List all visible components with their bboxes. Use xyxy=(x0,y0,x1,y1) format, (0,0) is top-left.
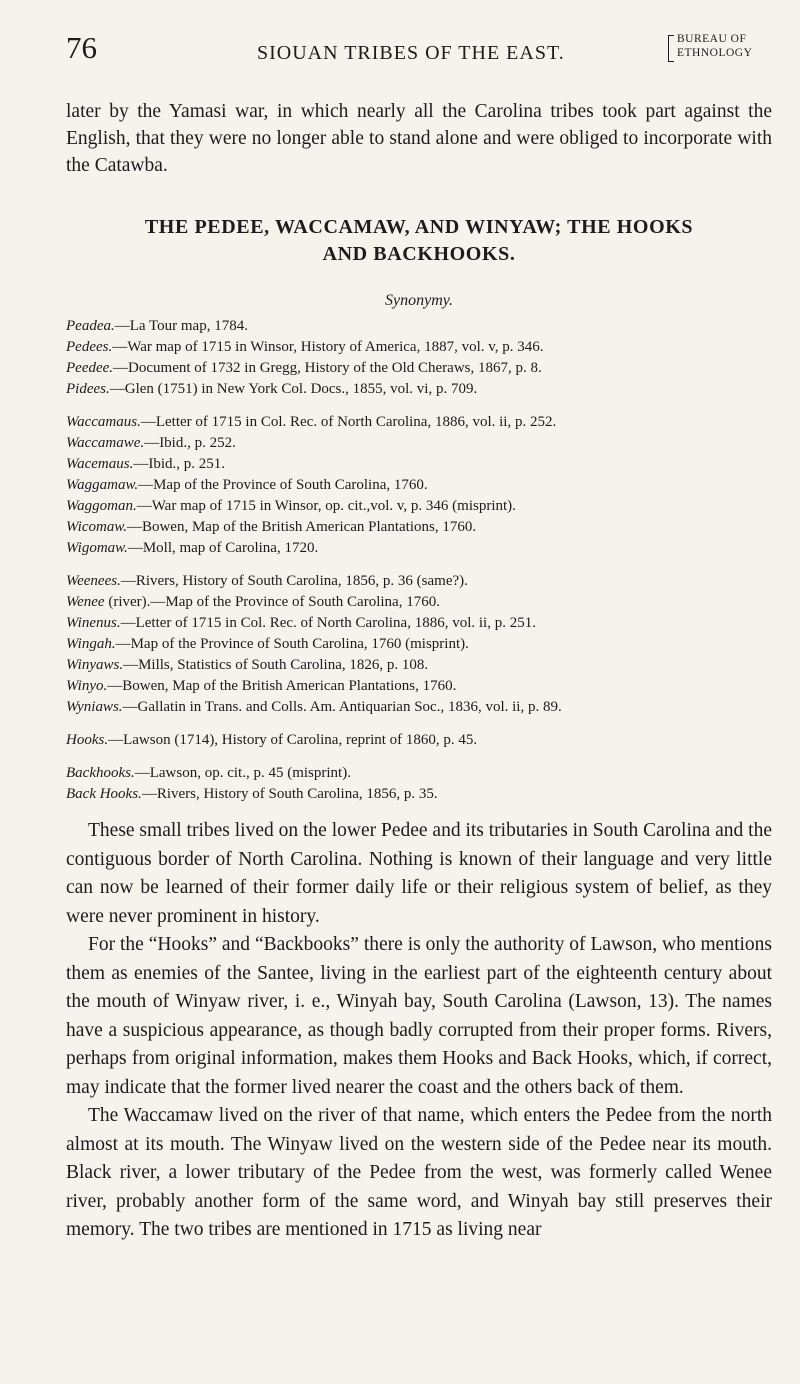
synonym-citation: —La Tour map, 1784. xyxy=(114,318,248,334)
running-title: SIOUAN TRIBES OF THE EAST. xyxy=(257,42,565,64)
section-heading-line-2: AND BACKHOOKS. xyxy=(322,243,516,265)
synonym-citation: —Bowen, Map of the British American Plantations, 1760. xyxy=(107,678,457,694)
synonym-name: Hooks. xyxy=(66,732,109,748)
page-header xyxy=(66,28,772,72)
page-number: 76 xyxy=(66,30,97,65)
synonym-citation: —Rivers, History of South Carolina, 1856, p. 35. xyxy=(141,786,438,802)
synonymy-entry xyxy=(66,784,772,805)
intro-paragraph: later by the Yamasi war, in which nearly all the Carolina tribes took part against the English, that they were no longer able to stand alone and were obliged to incorporate with the Catawba. xyxy=(66,101,772,176)
bracket-line-2: ETHNOLOGY xyxy=(677,47,753,59)
synonym-name: Backhooks. xyxy=(66,765,135,781)
synonym-name: Waggoman. xyxy=(66,498,137,514)
synonym-name: Pedees. xyxy=(66,339,113,355)
synonymy-group xyxy=(66,412,772,559)
synonymy-entry xyxy=(66,538,772,559)
synonymy-group xyxy=(66,730,772,751)
synonymy-entry xyxy=(66,655,772,676)
synonym-citation: —Bowen, Map of the British American Plantations, 1760. xyxy=(126,519,477,535)
synonymy-entry xyxy=(66,358,772,379)
synonymy-entry xyxy=(66,613,772,634)
synonym-name: Pidees. xyxy=(66,381,110,397)
synonymy-entry xyxy=(66,676,772,697)
synonym-citation: —Ibid., p. 252. xyxy=(144,435,236,451)
synonym-citation: —Lawson, op. cit., p. 45 (misprint). xyxy=(134,765,351,781)
synonymy-entry xyxy=(66,571,772,592)
synonym-citation: —Map of the Province of South Carolina, 1760. xyxy=(138,477,428,493)
synonymy-entry xyxy=(66,763,772,784)
synonymy-entry xyxy=(66,496,772,517)
synonymy-group xyxy=(66,316,772,400)
synonymy-entry xyxy=(66,379,772,400)
bracket-line-1: BUREAU OF xyxy=(677,33,747,45)
section-heading xyxy=(66,214,772,268)
synonym-citation: —Moll, map of Carolina, 1720. xyxy=(127,540,319,556)
synonym-name: Winyaws. xyxy=(66,657,124,673)
synonym-citation: (river).—Map of the Province of South Carolina, 1760. xyxy=(104,594,440,610)
synonym-citation: —Rivers, History of South Carolina, 1856, p. 36 (same?). xyxy=(120,573,468,589)
synonym-citation: —Lawson (1714), History of Carolina, reprint of 1860, p. 45. xyxy=(108,732,478,748)
synonym-name: Wyniaws. xyxy=(66,699,123,715)
body-text xyxy=(66,817,772,1245)
section-heading-line-1: THE PEDEE, WACCAMAW, AND WINYAW; THE HOOKS xyxy=(144,216,694,238)
synonymy-entry xyxy=(66,730,772,751)
synonymy-entry xyxy=(66,517,772,538)
synonym-name: Waccamaus. xyxy=(66,414,141,430)
synonym-citation: —Mills, Statistics of South Carolina, 1826, p. 108. xyxy=(123,657,429,673)
synonymy-list xyxy=(66,316,772,805)
synonymy-entry xyxy=(66,592,772,613)
synonym-name: Peedee. xyxy=(66,360,114,376)
body-paragraph: The Waccamaw lived on the river of that name, which enters the Pedee from the north almost at its mouth. The Winyaw lived on the western side of the Pedee near its mouth. Black river, a lower tributary of the Pedee from the west, was formerly called Wenee river, probably another form of the same word, and Winyah bay still preserves their memory. The two tribes are mentioned in 1715 as living near xyxy=(66,1105,772,1240)
synonymy-entry xyxy=(66,697,772,718)
synonymy-entry xyxy=(66,475,772,496)
synonym-name: Peadea. xyxy=(66,318,115,334)
synonym-name: Wacemaus. xyxy=(66,456,134,472)
synonym-name: Weenees. xyxy=(66,573,121,589)
synonymy-group xyxy=(66,571,772,718)
synonym-citation: —War map of 1715 in Winsor, op. cit.,vol. v, p. 346 (misprint). xyxy=(136,498,516,514)
synonym-name: Winyo. xyxy=(66,678,108,694)
synonym-citation: —Gallatin in Trans. and Colls. Am. Antiquarian Soc., 1836, vol. ii, p. 89. xyxy=(122,699,562,715)
body-paragraph: These small tribes lived on the lower Pedee and its tributaries in South Carolina and the contiguous border of North Carolina. Nothing is known of their language and very little can now be learned of their former daily life or their religious system of belief, as they were never prominent in history. xyxy=(66,820,772,927)
synonym-name: Wingah. xyxy=(66,636,116,652)
synonym-citation: —Letter of 1715 in Col. Rec. of North Carolina, 1886, vol. ii, p. 251. xyxy=(120,615,536,631)
synonym-name: Wigomaw. xyxy=(66,540,128,556)
synonymy-entry xyxy=(66,412,772,433)
synonym-name: Wenee xyxy=(66,594,105,610)
synonym-citation: —Map of the Province of South Carolina, 1760 (misprint). xyxy=(115,636,469,652)
synonymy-group xyxy=(66,763,772,805)
body-paragraph: For the “Hooks” and “Backbooks” there is only the authority of Lawson, who mentions them as enemies of the Santee, living in the earliest part of the eighteenth century about the mouth of Winyaw river, i. e., Winyah bay, South Carolina (Lawson, 13). The names have a suspicious appearance, as though badly corrupted from their proper forms. Rivers, perhaps from original information, makes them Hooks and Back Hooks, which, if correct, may indicate that the former lived nearer the coast and the others back of them. xyxy=(66,934,772,1098)
synonym-name: Waggamaw. xyxy=(66,477,139,493)
synonym-citation: —Letter of 1715 in Col. Rec. of North Carolina, 1886, vol. ii, p. 252. xyxy=(140,414,557,430)
synonymy-entry xyxy=(66,433,772,454)
synonym-name: Back Hooks. xyxy=(66,786,142,802)
synonym-name: Wicomaw. xyxy=(66,519,127,535)
synonym-citation: —War map of 1715 in Winsor, History of America, 1887, vol. v, p. 346. xyxy=(112,339,544,355)
synonymy-entry xyxy=(66,634,772,655)
synonymy-heading: Synonymy. xyxy=(385,292,453,309)
synonym-citation: —Document of 1732 in Gregg, History of the Old Cheraws, 1867, p. 8. xyxy=(113,360,542,376)
synonymy-entry xyxy=(66,337,772,358)
document-page xyxy=(66,28,772,1245)
synonym-name: Winenus. xyxy=(66,615,121,631)
bureau-bracket-tag xyxy=(668,32,752,60)
synonymy-entry xyxy=(66,316,772,337)
synonym-citation: —Glen (1751) in New York Col. Docs., 1855, vol. vi, p. 709. xyxy=(109,381,478,397)
synonymy-entry xyxy=(66,454,772,475)
synonym-name: Waccamawe. xyxy=(66,435,145,451)
synonym-citation: —Ibid., p. 251. xyxy=(133,456,226,472)
